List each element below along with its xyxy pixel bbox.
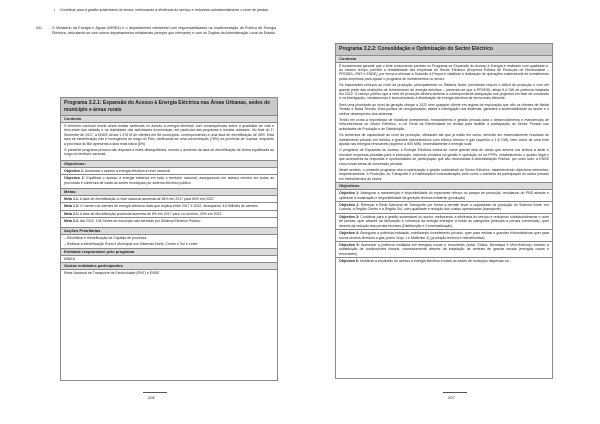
participating-entities-header: Outras entidades participantes bbox=[61, 262, 277, 270]
programme-title: Programa 3.2.2: Consolidação e Optimização do Sector Eléctrico bbox=[336, 44, 552, 55]
objective-4 bbox=[336, 229, 552, 241]
goal-text: A taxa de electrificação a nível nacional aumenta de 36% em 2017 para 50% em 2022 bbox=[79, 197, 214, 202]
context-paragraph: É fundamental garantir que o forte crescimento previsto no Programa de Expansão do Acesso à Energia é realizado com qualidade e, ao mesmo tempo, permitir a rentabilidade das empresas do Sector Eléctrico (Empresa Pública de Produção de Electricidade – PRODEL, RNT e ENDE), por forma a eliminar a Subsídio a Preços e viabilizar a realização de operações sustentáveis de investimento pelas empresas para apoiar o programa de investimentos no sector. bbox=[339, 63, 549, 81]
objective-text: Assegurar a manutenção e disponibilidade do importante reforço do parque de produção, resultando do PND através e optimizar a localização e disponibilidade da geração térmica existente (produção) bbox=[339, 191, 549, 200]
goals-header: Metas: bbox=[61, 188, 277, 196]
context-header: Contexto bbox=[336, 55, 552, 63]
context-paragraph: Tendo em conta a importância de mobilizar investimento, financiamento e gestão privada para o desenvolvimento e manutenção de infra-estruturas do Sector Eléctrico, a Lei Geral da Electricidade foi revista para facilitar a participação do Sector Privado nas actividades de Produção e de Distribuição. bbox=[339, 117, 549, 131]
context-paragraph: Neste sentido, o presente programa visa a optimização e gestão sustentável do Sector Eléctrico, estabelecendo objectivos referentes, respectivamente, à Produção, ao Transporte e à Distribuição/Comercialização, bem como o aumento da participação do sector privado em investimentos do sector. bbox=[339, 168, 549, 181]
action-item: – Electrificar e electrificação de Capitais de província; bbox=[64, 235, 148, 240]
objective-label: Objectivo 3: bbox=[339, 214, 360, 219]
objective-label: Objectivo 6: bbox=[339, 259, 360, 264]
responsible-entity: MINEA bbox=[64, 256, 76, 261]
goal-text: Até 2022, 136 Sedes de município são servidas por Sistema Eléctrico Público bbox=[79, 219, 201, 224]
objective-text: Mobilizar a expansão do acesso à energia eléctrica a todas as sedes de município dispersas no... bbox=[360, 259, 512, 264]
participating-entities: Rede Nacional de Transporte de Electricidade (RNT) e ENDE bbox=[64, 270, 160, 275]
priority-actions-header: Acções Prioritárias bbox=[61, 227, 277, 235]
context-paragraph: Os importantes reforços ao nível da produção, principalmente no Sistema Norte, permitiram reduzir o déficit de produção e com ele grande parte das restrições de fornecimento de energia eléctrica – prevendo-se que a PRODEL atinja 5,4 GW de potência instalada em 2022. O reforço público que a rede de produção deverá acelerar a correspondente adequação nos projectos em fase de conclusão e na interligação, robustecendo e economizando a distribuição de energia eléctrica de forma mais eficiente. bbox=[339, 83, 549, 101]
objective-3 bbox=[336, 213, 552, 229]
bullet-item: • Contribuir para a gestão sustentável do sector, melhorando a eficiência do serviço e reduzindo substancialmente o nível de perdas. bbox=[60, 8, 275, 13]
context-paragraph: Será uma prioridade ao nível da geração chegar a 2022 sem qualquer cliente em regime de exploração que não os clientes de Media Tensão e Baixa Tensão. Esta política de reorganização, aliada à interligação dos sistemas, garantirá a sustentabilidade do sector e o melhor desempenho dos sistemas. bbox=[339, 102, 549, 116]
objective-text: Aumentar o acesso à energia eléctrica a nível nacional bbox=[84, 168, 170, 173]
page-number: 207 bbox=[448, 395, 455, 400]
goal-label: Meta 2.1: bbox=[64, 211, 79, 216]
objective-label: Objectivo 5: bbox=[339, 242, 360, 247]
objective-label: Objectivo 1: bbox=[64, 168, 85, 173]
objective-text: Aumentar a potência instalada em energias novas e renováveis (solar, Eólica, Biomassa e Mini-Hídricas) visando a substituição de combustíveis fósseis, nomeadamente através da instalação de centrais de grande escala (energias novas e renováveis) bbox=[339, 242, 549, 256]
page-number: 206 bbox=[148, 395, 155, 400]
context-paragraph: O presente programa procura dar resposta a estes desequilíbrios, mundo o aumento da taxa de electrificação de forma equilibrada ao longo do território nacional. bbox=[64, 148, 274, 157]
context-paragraph: O programa de Expansão do Acesso à Energia Eléctrica traduz-se numa grande lista de obras que deverá nos termos a atrair e envolver empresas privadas para a execução, incluindo privados na gestão e operação ou na PPPs, estabelecendo o quadro legal e que acrescenta as respostas e oportunidades de participação que são necessárias à Administração Pública, por outro lado, a ENDE criou novas áreas de concessão privada. bbox=[339, 148, 549, 166]
goal-label: Meta 1.2: bbox=[64, 204, 79, 209]
programme-box-322 bbox=[335, 43, 553, 379]
paragraph-text: O Ministério da Energia e Águas (MINEA) é o departamento ministerial com responsabilidades na implementação da Política de Energia Eléctrica, articulando-se com outros departamentos ministeriais (sempre que relevante) e com os Órgãos da Administração Local do Estado. bbox=[52, 26, 276, 35]
context-paragraph: Os aumentos de capacidade ao nível da produção, utilizaram até que já estão em curso, deverão ser essencialmente resultado de investimento privado em médios e grandes hidroeléctricos com reforço térmico e gás (superior a 1,5 GW), bem como de uma forte aposta nas energias renováveis (superior a 500 MW), nomeadamente a energia solar. bbox=[339, 133, 549, 146]
paragraph-number: 341. bbox=[36, 26, 43, 30]
objective-1 bbox=[336, 190, 552, 201]
page-number-rule bbox=[443, 392, 467, 393]
context-paragraph: O território nacional revela ainda muitas carências no acesso à energia eléctrica, com consequências sobre a qualidade de vida e bem-estar das cidadãs e na viabilidade das actividades económicas, em particular das pequenas e médias unidades. No final do 1º Semestre de 2017, a ENDE servia 1.376 M de clientes em 66 municípios, correspondendo a uma taxa de electrificação de 36%. Esta taxa de electrificação não é homogénea ao longo do País, verificando-se uma concentração (75%) na província de Luanda, enquanto a província do Bié apresenta a taxa mais baixa (8%). bbox=[64, 124, 274, 146]
objective-2 bbox=[336, 201, 552, 213]
objective-text: Reforçar a Rede Nacional de Transporte por forma a permitir levar a capacidade de produção do Sistema Norte, em Luanda, a Região Centro e a Região Sul, com qualidade e redução dos custos operacionais (transporte) bbox=[339, 203, 549, 212]
objective-label: Objectivo 4: bbox=[339, 231, 360, 236]
goal-text: O número de clientes de energia eléctrica mais que duplica entre 2017 e 2022, alcançando 3,6 Milhões de clientes bbox=[79, 204, 258, 209]
action-item: – Realizar a electrificação Rural e Municipal nos Sistemas Norte, Centro e Sul e Leste bbox=[64, 242, 198, 247]
programme-title: Programa 3.2.1: Expansão do Acesso à Energia Eléctrica nas Áreas Urbanas, sedes de município e áreas rurais bbox=[61, 98, 277, 115]
responsible-entity-header: Entidade responsável pelo programa bbox=[61, 248, 277, 256]
objective-text: Contribuir para a gestão sustentável do sector, melhorando a eficiência do serviço e reduzindo substancialmente o nível de perdas, quer através da facturação e cobrança da energia entregue a todas as categorias (redução a perdas comerciais), quer através da redução das perdas técnicas (Distribuição e Comercialização) bbox=[339, 214, 549, 228]
goal-text: A taxa de electrificação provincial aumenta de 8% em 2017 para, no mínimo, 20% em 2022 bbox=[79, 211, 222, 216]
objective-label: Objectivo 2: bbox=[339, 203, 360, 208]
objective-label: Objectivo 2: bbox=[64, 176, 85, 181]
objective-label: Objectivo 1: bbox=[339, 191, 360, 196]
objective-text: Equilibrar o acesso à energia eléctrica em todo o território nacional, assegurando um acesso mínimo em todas as províncias e cobertura de todas as sedes municipais por sistema eléctrico público bbox=[64, 176, 274, 185]
objectives-header: Objectivos: bbox=[61, 160, 277, 168]
context-header: Contexto bbox=[61, 115, 277, 123]
objectives-header: Objectivos bbox=[336, 182, 552, 190]
objective-text: Assegurar a potência instalada, mobilizando investimento privado, quer para médias e grandes hidroeléctricas quer para novos centros térmicos a gás (como Soyo 1 e Malembo 2) (produção térmica e hidroeléctrica) bbox=[339, 231, 549, 240]
objective-5 bbox=[336, 241, 552, 257]
objective-6 bbox=[336, 257, 552, 264]
goal-label: Meta 1.1: bbox=[64, 197, 79, 202]
goal-label: Meta 2.2: bbox=[64, 219, 79, 224]
